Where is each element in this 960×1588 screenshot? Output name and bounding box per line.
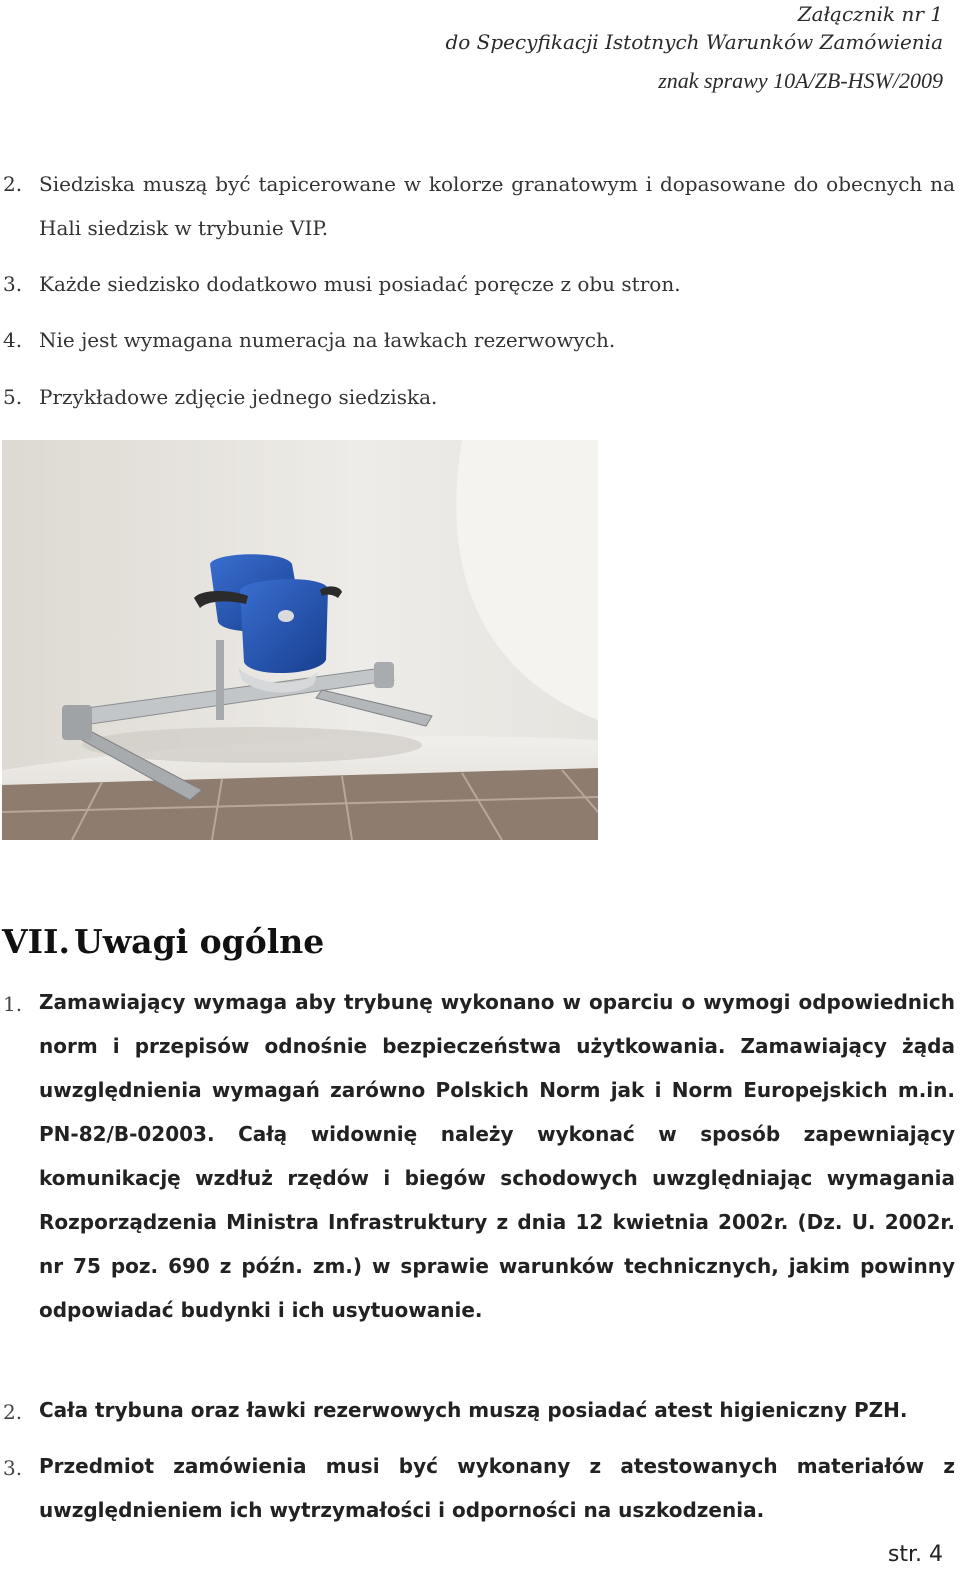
list-item-text: Nie jest wymagana numeracja na ławkach rezerwowych. (39, 328, 616, 352)
page-number: str. 4 (887, 1542, 943, 1567)
list-item (0, 980, 955, 1376)
list-item-text: Każde siedzisko dodatkowo musi posiadać poręcze z obu stron. (39, 272, 681, 296)
list-item (0, 1388, 955, 1432)
list-item-number: 4. (3, 328, 23, 352)
list-item-number: 3. (3, 1456, 23, 1480)
list-item-number: 1. (3, 992, 23, 1016)
list-item (0, 260, 955, 304)
list-item-text: Przykładowe zdjęcie jednego siedziska. (39, 385, 438, 409)
list-item-text: Cała trybuna oraz ławki rezerwowych muszą posiadać atest higieniczny PZH. (39, 1398, 908, 1422)
list-item-number: 2. (3, 1400, 23, 1424)
list-item-text: Zamawiający wymaga aby trybunę wykonano w oparciu o wymogi odpowiednich norm i przepisów odnośnie bezpieczeństwa użytkowania. Zamawiający żąda uwzględnienia wymagań zarówno Polskich Norm jak i Norm Europejskich m.in. PN-82/B-02003. Całą widownię należy wykonać w sposób zapewniający komunikację wzdłuż rzędów i biegów schodowych uwzględniając wymagania Rozporządzenia Ministra Infrastruktury z dnia 12 kwietnia 2002r. (Dz. U. 2002r. nr 75 poz. 690 z późn. zm.) w sprawie warunków technicznych, jakim powinny odpowiadać budynki i ich usytuowanie. (39, 990, 955, 1322)
list-item (0, 1444, 955, 1532)
list-item-number: 3. (3, 272, 23, 296)
section-title: Uwagi ogólne (74, 922, 325, 961)
section-numeral: VII. (2, 922, 70, 961)
header-case-number: znak sprawy 10A/ZB-HSW/2009 (658, 68, 943, 93)
list-item-number: 5. (3, 385, 23, 409)
header-spec-reference: do Specyfikacji Istotnych Warunków Zamówienia (445, 30, 943, 54)
list-item (0, 160, 955, 250)
list-item-text: Przedmiot zamówienia musi być wykonany z atestowanych materiałów z uwzględnieniem ich wytrzymałości i odporności na uszkodzenia. (39, 1454, 955, 1522)
list-item (0, 316, 955, 360)
list-item-text: Siedziska muszą być tapicerowane w kolorze granatowym i dopasowane do obecnych na Hali siedzisk w trybunie VIP. (39, 172, 955, 240)
list-item (0, 373, 955, 417)
header-attachment-number: Załącznik nr 1 (797, 2, 943, 26)
section-heading (2, 922, 324, 961)
list-item-number: 2. (3, 172, 23, 196)
seat-photo (2, 440, 598, 840)
